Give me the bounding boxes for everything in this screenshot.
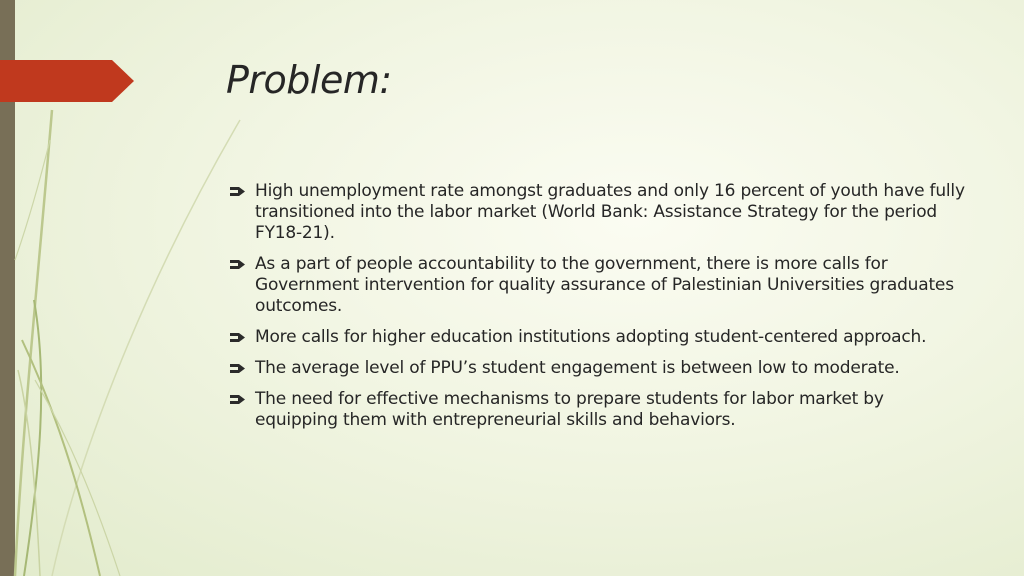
bullet-item [230,254,970,317]
arrow-bullet-icon [230,394,245,405]
bullet-item [230,389,970,431]
bullet-text: The need for effective mechanisms to prepare students for labor market by equipping them with entrepreneurial skills and behaviors. [255,389,884,430]
bullet-text: As a part of people accountability to the government, there is more calls for Government intervention for quality assurance of Palestinian Universities graduates outcomes. [255,254,954,316]
bullet-text: High unemployment rate amongst graduates and only 16 percent of youth have fully transitioned into the labor market (World Bank: Assistance Strategy for the period FY18-21). [255,181,965,243]
bullet-text: More calls for higher education institutions adopting student-centered approach. [255,327,927,347]
bullet-item [230,181,970,244]
arrow-bullet-icon [230,186,245,197]
arrow-bullet-icon [230,259,245,270]
arrow-bullet-icon [230,363,245,374]
bullet-text: The average level of PPU’s student engagement is between low to moderate. [255,358,900,378]
bullet-list [230,181,970,441]
title-arrow-shape [0,60,134,102]
bullet-item [230,358,970,379]
slide-title: Problem: [226,58,392,102]
bullet-item [230,327,970,348]
arrow-bullet-icon [230,332,245,343]
